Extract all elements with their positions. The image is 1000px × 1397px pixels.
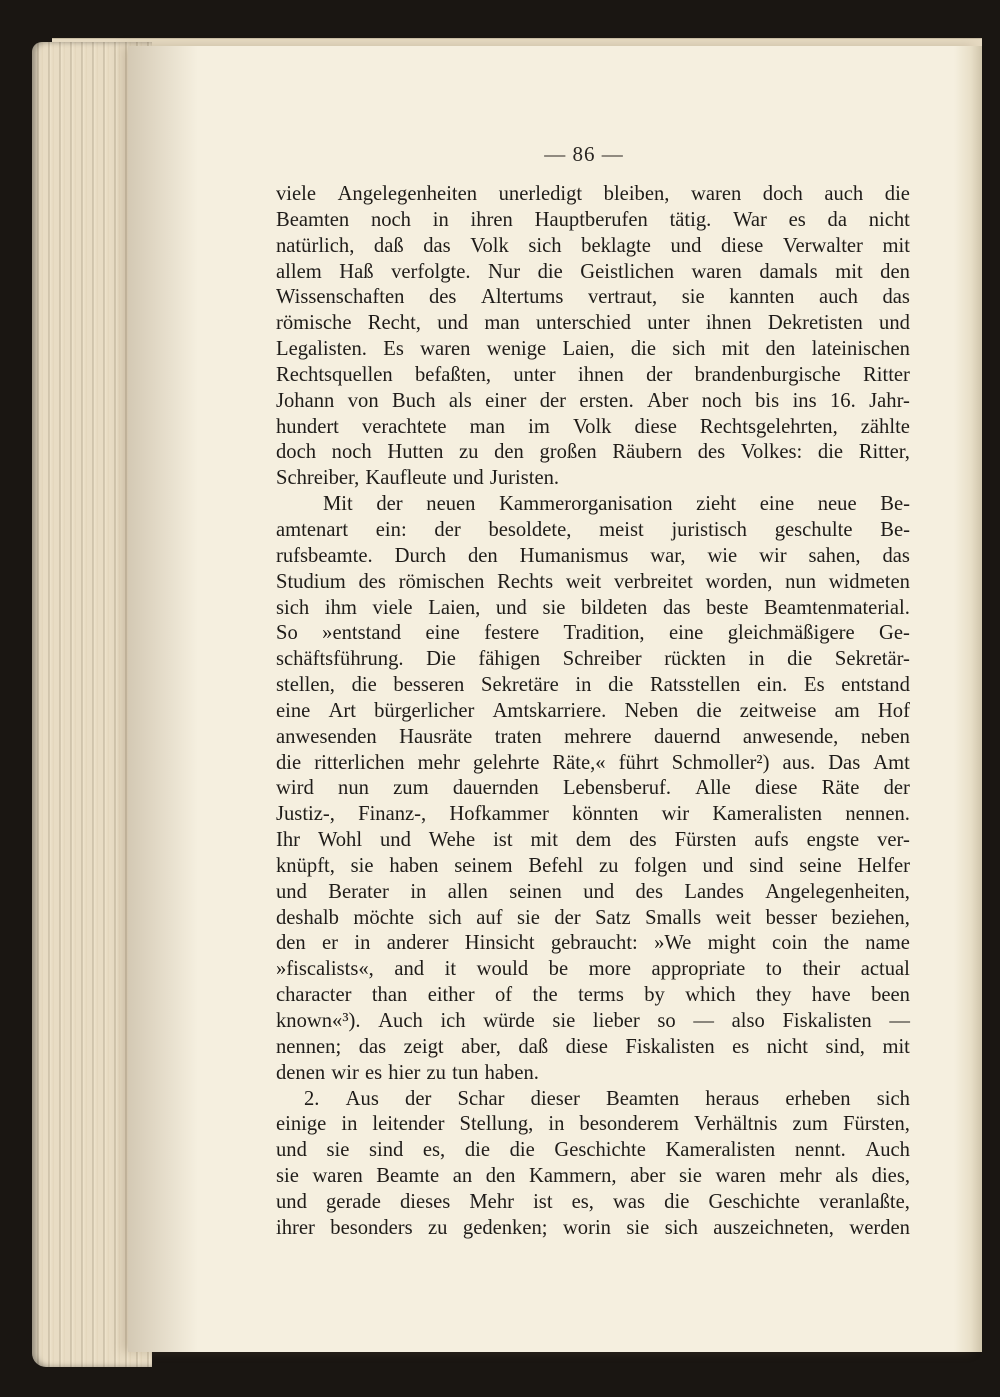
text-line: So »entstand eine festere Tradition, eine gleichmäßigere Ge- [276,622,910,645]
text-line: character than either of the terms by which they have been [276,984,910,1007]
text-line: eine Art bürgerlicher Amtskarriere. Neben die zeitweise am Hof [276,699,910,722]
text-line: anwesenden Hausräte traten mehrere dauernd anwesende, neben [276,725,910,748]
text-line: ihrer besonders zu gedenken; worin sie sich auszeichneten, werden [276,1216,910,1239]
text-line: und gerade dieses Mehr ist es, was die Geschichte veranlaßte, [276,1190,910,1213]
text-line: Wissenschaften des Altertums vertraut, sie kannten auch das [276,286,910,309]
text-line: Studium des römischen Rechts weit verbreitet worden, nun widmeten [276,570,910,593]
text-line: Mit der neuen Kammerorganisation zieht eine neue Be- [323,493,910,516]
text-line: wird nun zum dauernden Lebensberuf. Alle diese Räte der [276,777,910,800]
text-line: Justiz-, Finanz-, Hofkammer könnten wir Kameralisten nennen. [276,803,910,826]
text-line: amtenart ein: der besoldete, meist juristisch geschulte Be- [276,518,910,541]
text-line: sich ihm viele Laien, und sie bildeten das beste Beamtenmaterial. [276,596,910,619]
text-line: 2. Aus der Schar dieser Beamten heraus erheben sich [304,1087,910,1110]
text-line: Schreiber, Kaufleute und Juristen. [276,467,560,490]
text-line: knüpft, sie haben seinem Befehl zu folgen und sind seine Helfer [276,854,910,877]
text-line: doch noch Hutten zu den großen Räubern des Volkes: die Ritter, [276,441,910,464]
text-line: den er in anderer Hinsicht gebraucht: »We might coin the name [276,932,910,955]
text-line: nennen; das zeigt aber, daß diese Fiskalisten es nicht sind, mit [276,1035,910,1058]
text-line: allem Haß verfolgte. Nur die Geistlichen waren damals mit den [276,260,910,283]
text-line: die ritterlichen mehr gelehrte Räte,« führt Schmoller²) aus. Das Amt [276,751,910,774]
text-line: Beamten noch in ihren Hauptberufen tätig. War es da nicht [276,208,910,231]
page-number: — 86 — [544,142,624,166]
text-line: Ihr Wohl und Wehe ist mit dem des Fürsten aufs engste ver- [276,829,910,852]
text-line: »fiscalists«, and it would be more appropriate to their actual [276,958,910,981]
text-line: rufsbeamte. Durch den Humanismus war, wie wir sahen, das [276,544,910,567]
text-line: und Berater in allen seinen und des Landes Angelegenheiten, [276,880,910,903]
body-text [276,182,910,1242]
text-line: einige in leitender Stellung, in besonderem Verhältnis zum Fürsten, [276,1113,910,1136]
page-right-edge [954,46,982,1352]
text-line: natürlich, daß das Volk sich beklagte und diese Verwalter mit [276,234,910,257]
text-line: Legalisten. Es waren wenige Laien, die sich mit den lateinischen [276,338,910,361]
text-line: denen wir es hier zu tun haben. [276,1061,539,1084]
text-line: Johann von Buch als einer der ersten. Aber noch bis ins 16. Jahr- [276,389,910,412]
page-gutter-shadow [128,46,198,1352]
text-line: schäftsführung. Die fähigen Schreiber rückten in die Sekretär- [276,648,910,671]
text-line: viele Angelegenheiten unerledigt bleiben, waren doch auch die [276,183,910,205]
text-line: stellen, die besseren Sekretäre in die Ratsstellen ein. Es entstand [276,674,910,697]
text-line: römische Recht, und man unterschied unter ihnen Dekretisten und [276,312,910,335]
text-line: und sie sind es, die die Geschichte Kameralisten nennt. Auch [276,1139,910,1162]
text-line: sie waren Beamte an den Kammern, aber sie waren mehr als dies, [276,1165,910,1188]
text-line: Rechtsquellen befaßten, unter ihnen der brandenburgische Ritter [276,363,910,386]
text-line: hundert verachtete man im Volk diese Rechtsgelehrten, zählte [276,415,910,438]
text-line: known«³). Auch ich würde sie lieber so — also Fiskalisten — [276,1010,910,1032]
text-line: deshalb möchte sich auf sie der Satz Smalls weit besser beziehen, [276,906,910,929]
